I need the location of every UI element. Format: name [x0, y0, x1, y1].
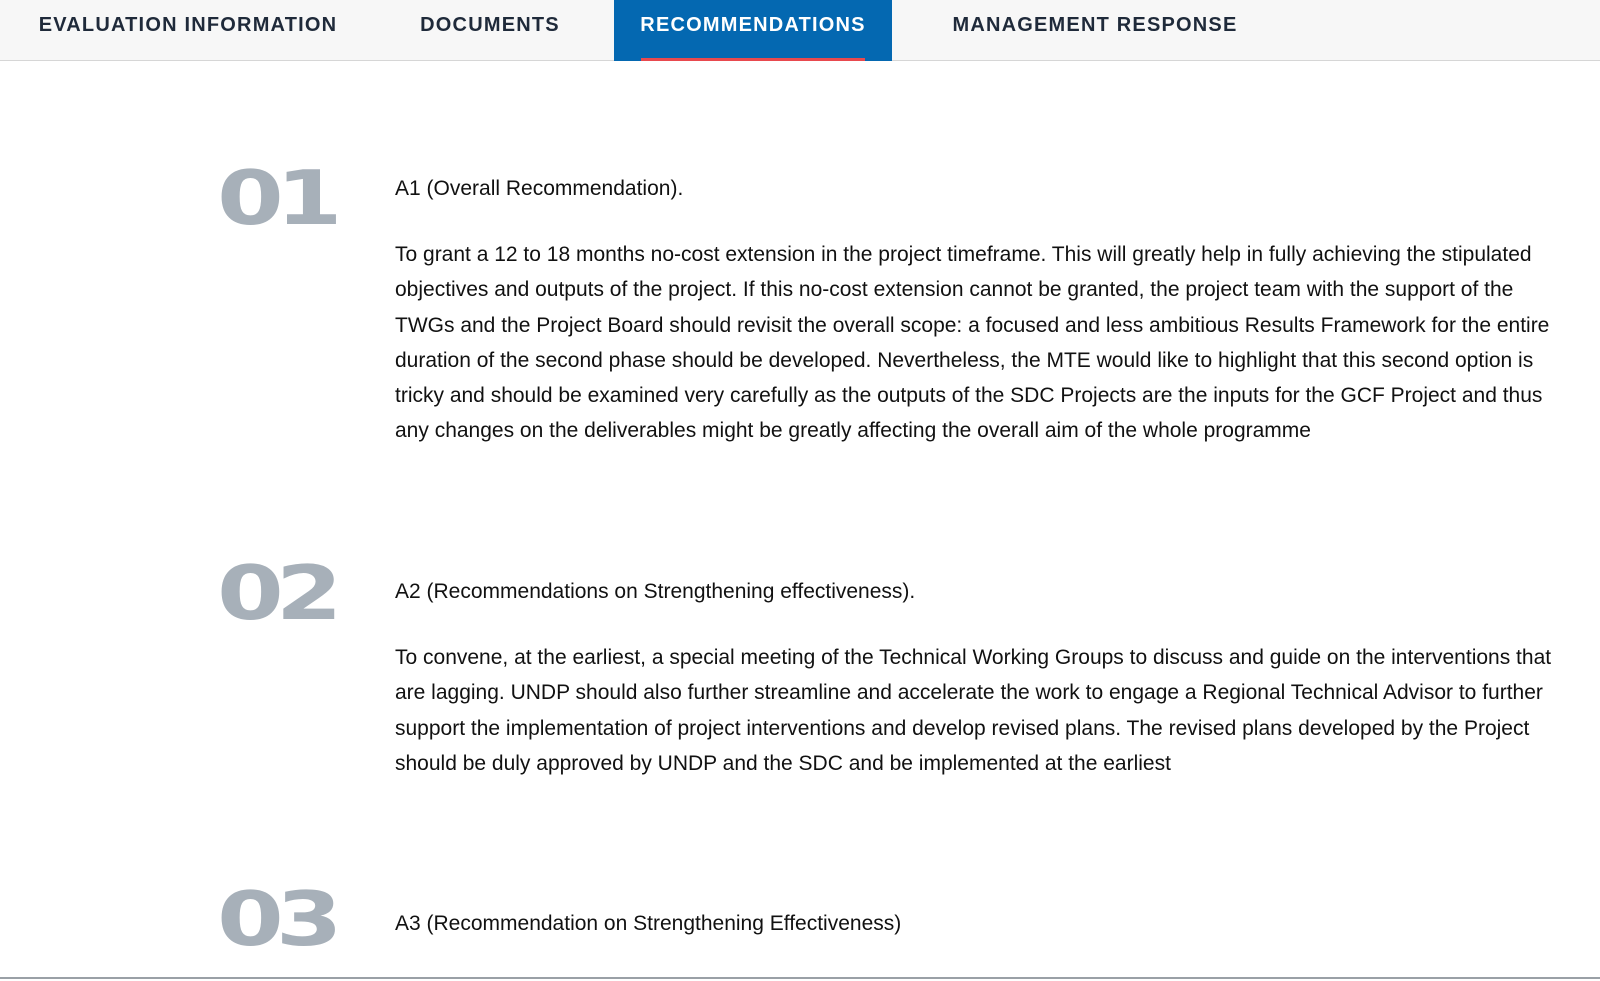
recommendation-title: A1 (Overall Recommendation).: [395, 177, 684, 200]
active-tab-indicator: [641, 58, 865, 61]
recommendation-number: 01: [217, 154, 335, 243]
tab-documents[interactable]: [380, 0, 600, 61]
tab-label: MANAGEMENT RESPONSE: [952, 14, 1238, 36]
tab-recommendations[interactable]: [614, 0, 892, 61]
recommendation-body: To grant a 12 to 18 months no-cost extension in the project timeframe. This will greatly help in fully achieving the stipulated objectives and outputs of the project. If this no-cost extension cannot be granted, the project team with the support of the TWGs and the Project Board should revisit the overall scope: a focused and less ambitious Results Framework for the entire duration of the second phase should be developed. Nevertheless, the MTE would like to highlight that this second option is tricky and should be examined very carefully as the outputs of the SDC Projects are the inputs for the GCF Project and thus any changes on the deliverables might be greatly affecting the overall aim of the whole programme: [395, 243, 1550, 443]
recommendation-title: A2 (Recommendations on Strengthening effectiveness).: [395, 580, 916, 603]
recommendation-body: To convene, at the earliest, a special meeting of the Technical Working Groups to discuss and guide on the interventions that are lagging. UNDP should also further streamline and accelerate the work to engage a Regional Technical Advisor to further support the implementation of project interventions and develop revised plans. The revised plans developed by the Project should be duly approved by UNDP and the SDC and be implemented at the earliest: [395, 646, 1552, 775]
recommendation-number: 03: [217, 875, 335, 964]
recommendation-number: 02: [217, 549, 335, 638]
tab-label: DOCUMENTS: [420, 14, 560, 36]
divider: [0, 977, 1600, 979]
tab-label: RECOMMENDATIONS: [640, 14, 866, 36]
tab-bar: [0, 0, 1600, 61]
tab-management-response[interactable]: [910, 0, 1280, 61]
recommendation-title: A3 (Recommendation on Strengthening Effectiveness): [395, 912, 902, 935]
tab-label: EVALUATION INFORMATION: [38, 14, 338, 36]
tab-evaluation-information[interactable]: [18, 0, 358, 61]
